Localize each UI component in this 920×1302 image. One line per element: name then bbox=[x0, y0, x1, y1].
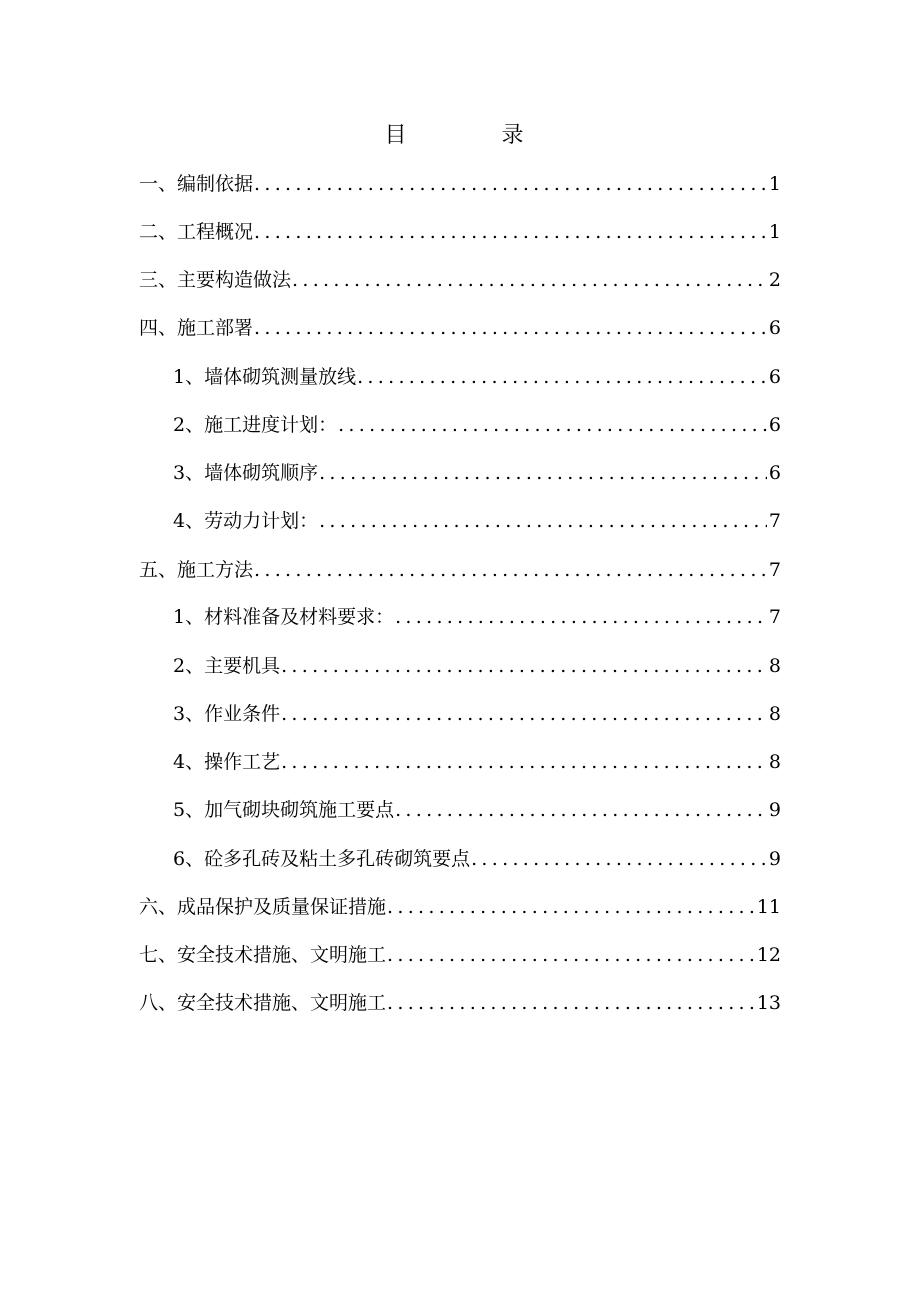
toc-entry[interactable] bbox=[173, 401, 781, 449]
toc-entry[interactable] bbox=[173, 642, 781, 690]
toc-entry-page-number: 6 bbox=[768, 414, 781, 436]
toc-entry-label: 1、材料准备及材料要求： bbox=[173, 606, 395, 628]
toc-entry[interactable] bbox=[173, 497, 781, 545]
toc-entry-label: 八、安全技术措施、文明施工 bbox=[139, 992, 387, 1014]
toc-dot-leader bbox=[254, 546, 767, 594]
toc-entry[interactable] bbox=[139, 546, 781, 594]
toc-dot-leader bbox=[254, 160, 767, 208]
toc-entry-page-number: 11 bbox=[756, 896, 781, 918]
toc-entry-label: 2、施工进度计划： bbox=[173, 414, 338, 436]
toc-entry-page-number: 9 bbox=[768, 848, 781, 870]
toc-entry[interactable] bbox=[173, 449, 781, 497]
toc-entry-page-number: 8 bbox=[768, 703, 781, 725]
toc-entry[interactable] bbox=[139, 979, 781, 1027]
toc-dot-leader bbox=[471, 835, 767, 883]
toc-entry-label: 4、操作工艺 bbox=[173, 751, 281, 773]
toc-entry-page-number: 12 bbox=[756, 944, 781, 966]
toc-dot-leader bbox=[357, 353, 767, 401]
toc-dot-leader bbox=[338, 401, 767, 449]
toc-entry-label: 3、墙体砌筑顺序 bbox=[173, 462, 319, 484]
toc-dot-leader bbox=[254, 304, 767, 352]
toc-entry[interactable] bbox=[139, 160, 781, 208]
toc-entry[interactable] bbox=[173, 593, 781, 641]
toc-entry-label: 三、主要构造做法 bbox=[139, 269, 292, 291]
toc-dot-leader bbox=[387, 931, 755, 979]
toc-entry-label: 3、作业条件 bbox=[173, 703, 281, 725]
toc-entry-page-number: 13 bbox=[756, 992, 781, 1014]
toc-dot-leader bbox=[281, 642, 767, 690]
toc-entry-page-number: 6 bbox=[768, 462, 781, 484]
toc-dot-leader bbox=[395, 593, 767, 641]
toc-entry-label: 5、加气砌块砌筑施工要点 bbox=[173, 799, 395, 821]
toc-entry[interactable] bbox=[173, 738, 781, 786]
toc-entry-page-number: 2 bbox=[768, 269, 781, 291]
toc-entry-page-number: 7 bbox=[768, 510, 781, 532]
toc-entry-page-number: 8 bbox=[768, 751, 781, 773]
toc-entry-page-number: 7 bbox=[768, 559, 781, 581]
toc-entry-label: 六、成品保护及质量保证措施 bbox=[139, 896, 387, 918]
toc-entry-label: 2、主要机具 bbox=[173, 655, 281, 677]
toc-entry[interactable] bbox=[139, 883, 781, 931]
toc-entry[interactable] bbox=[139, 208, 781, 256]
toc-entry-label: 四、施工部署 bbox=[139, 317, 254, 339]
toc-entry-label: 五、施工方法 bbox=[139, 559, 254, 581]
toc-entry-label: 一、编制依据 bbox=[139, 173, 254, 195]
toc-dot-leader bbox=[292, 256, 767, 304]
toc-entry-page-number: 1 bbox=[768, 221, 781, 243]
toc-title: 目 录 bbox=[384, 123, 568, 148]
toc-entry[interactable] bbox=[173, 353, 781, 401]
toc-dot-leader bbox=[387, 883, 755, 931]
toc-entry-page-number: 1 bbox=[768, 173, 781, 195]
toc-dot-leader bbox=[281, 690, 767, 738]
toc-entry-label: 七、安全技术措施、文明施工 bbox=[139, 944, 387, 966]
toc-dot-leader bbox=[254, 208, 767, 256]
toc-dot-leader bbox=[281, 738, 767, 786]
toc-entry-label: 4、劳动力计划： bbox=[173, 510, 319, 532]
toc-entry[interactable] bbox=[173, 835, 781, 883]
toc-entry[interactable] bbox=[173, 690, 781, 738]
toc-entry-page-number: 7 bbox=[768, 606, 781, 628]
toc-dot-leader bbox=[395, 786, 767, 834]
toc-entry-page-number: 6 bbox=[768, 317, 781, 339]
toc-entry-page-number: 8 bbox=[768, 655, 781, 677]
toc-dot-leader bbox=[319, 449, 767, 497]
toc-entry[interactable] bbox=[173, 786, 781, 834]
toc-entry[interactable] bbox=[139, 256, 781, 304]
toc-entry-label: 6、砼多孔砖及粘土多孔砖砌筑要点 bbox=[173, 848, 471, 870]
toc-entry[interactable] bbox=[139, 931, 781, 979]
toc-entry[interactable] bbox=[139, 304, 781, 352]
toc-dot-leader bbox=[387, 979, 755, 1027]
toc-entry-page-number: 9 bbox=[768, 799, 781, 821]
toc-entry-page-number: 6 bbox=[768, 366, 781, 388]
toc-dot-leader bbox=[319, 497, 767, 545]
toc-entry-label: 二、工程概况 bbox=[139, 221, 254, 243]
toc-entry-label: 1、墙体砌筑测量放线 bbox=[173, 366, 357, 388]
